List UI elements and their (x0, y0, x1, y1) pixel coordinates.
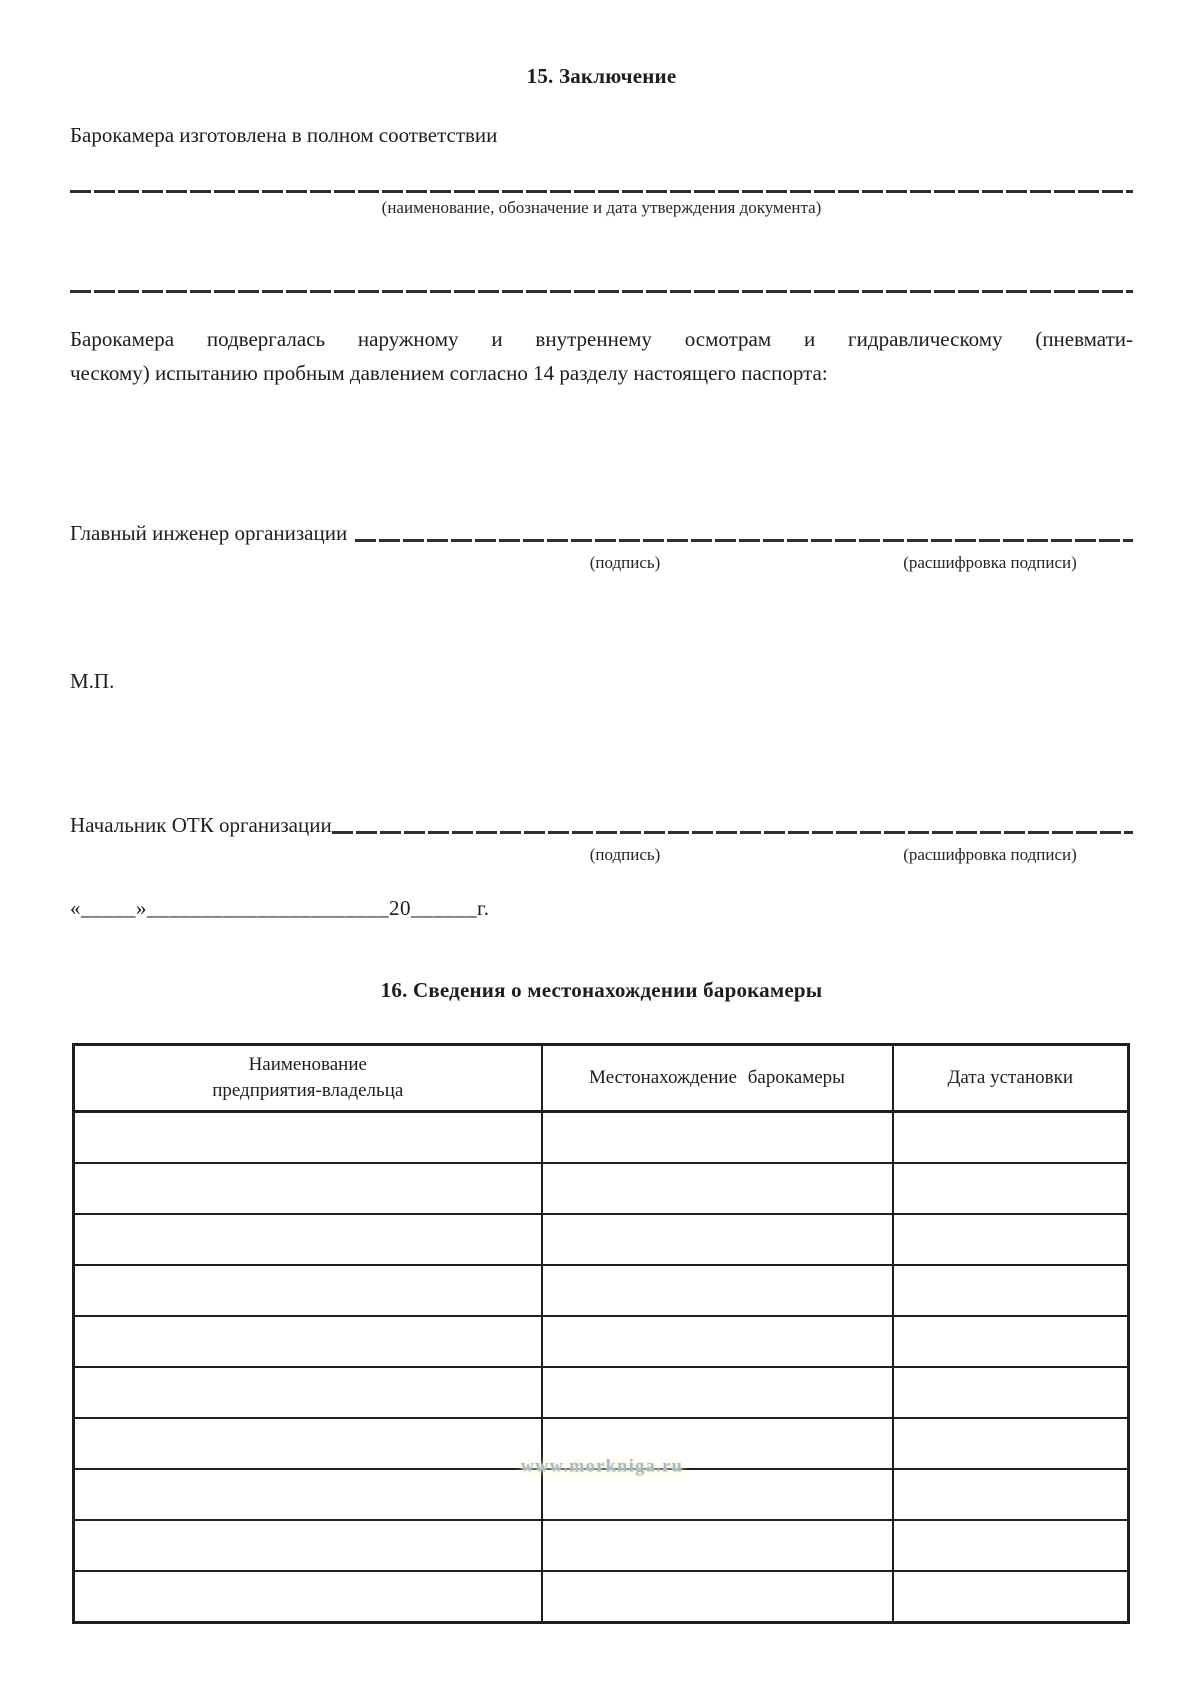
signature-caption: (подпись) (589, 845, 661, 864)
section-16-title: 16. Сведения о местонахождении барокамеры (380, 978, 823, 1002)
cell-location (542, 1316, 893, 1367)
table-row-empty (74, 1214, 1129, 1265)
table-row-empty (74, 1163, 1129, 1214)
cell-install-date (893, 1367, 1129, 1418)
column-header-owner-line2: предприятия-владельца (212, 1080, 404, 1101)
location-table-body (74, 1112, 1129, 1623)
cell-location (542, 1265, 893, 1316)
otk-head-captions (70, 845, 1133, 869)
table-row-empty (74, 1316, 1129, 1367)
document-line-caption: (наименование, обозначение и дата утверждения документа) (381, 198, 822, 217)
site-watermark: www.morkniga.ru (520, 1455, 684, 1476)
cell-owner (74, 1571, 542, 1623)
stamp-place-label: М.П. (70, 669, 115, 693)
date-blank-line: «_____»______________________20______г. (70, 896, 490, 920)
column-header-install-date (893, 1045, 1129, 1112)
cell-owner (74, 1367, 542, 1418)
cell-location (542, 1571, 893, 1623)
paragraph-line-2: ческому) испытанию пробным давлением согласно 14 разделу настоящего паспорта: (70, 361, 828, 385)
signature-caption: (подпись) (589, 553, 661, 572)
column-header-location-line1: Местонахождение барокамеры (589, 1067, 845, 1088)
signature-decode-caption: (расшифровка подписи) (903, 845, 1077, 864)
blank-line-document (70, 190, 1133, 193)
table-row-empty (74, 1520, 1129, 1571)
location-table (72, 1043, 1130, 1624)
table-row-empty (74, 1367, 1129, 1418)
cell-install-date (893, 1469, 1129, 1520)
cell-install-date (893, 1316, 1129, 1367)
chief-engineer-signature-row (70, 521, 1133, 546)
cell-install-date (893, 1571, 1129, 1623)
cell-owner (74, 1418, 542, 1469)
otk-head-signature-row (70, 813, 1133, 838)
chief-engineer-captions (70, 553, 1133, 577)
intro-text: Барокамера изготовлена в полном соответствии (70, 123, 498, 147)
cell-location (542, 1214, 893, 1265)
section-15-title: 15. Заключение (526, 64, 677, 88)
paragraph-line-1: Барокамера подвергалась наружному и внутреннему осмотрам и гидравлическому (пневмати- (70, 327, 1133, 351)
table-row-empty (74, 1469, 1129, 1520)
column-header-owner (74, 1045, 542, 1112)
cell-install-date (893, 1112, 1129, 1164)
cell-owner (74, 1265, 542, 1316)
column-header-install-date-line1: Дата установки (947, 1067, 1074, 1088)
blank-line-continuation (70, 290, 1133, 293)
cell-owner (74, 1469, 542, 1520)
signature-blank-line (332, 831, 1133, 834)
table-row-empty (74, 1112, 1129, 1164)
cell-owner (74, 1214, 542, 1265)
table-row-empty (74, 1571, 1129, 1623)
signature-decode-caption: (расшифровка подписи) (903, 553, 1077, 572)
cell-install-date (893, 1265, 1129, 1316)
otk-head-label: Начальник ОТК организации (70, 813, 332, 837)
cell-location (542, 1367, 893, 1418)
cell-location (542, 1163, 893, 1214)
table-row-empty (74, 1265, 1129, 1316)
cell-install-date (893, 1214, 1129, 1265)
cell-owner (74, 1316, 542, 1367)
cell-owner (74, 1112, 542, 1164)
cell-install-date (893, 1520, 1129, 1571)
column-header-location (542, 1045, 893, 1112)
cell-location (542, 1520, 893, 1571)
cell-owner (74, 1520, 542, 1571)
column-header-owner-line1: Наименование (248, 1054, 367, 1075)
cell-install-date (893, 1163, 1129, 1214)
location-table-header (74, 1045, 1129, 1112)
cell-owner (74, 1163, 542, 1214)
cell-location (542, 1112, 893, 1164)
signature-blank-line (355, 539, 1133, 542)
cell-install-date (893, 1418, 1129, 1469)
chief-engineer-label: Главный инженер организации (70, 521, 348, 545)
cell-location (542, 1469, 893, 1520)
